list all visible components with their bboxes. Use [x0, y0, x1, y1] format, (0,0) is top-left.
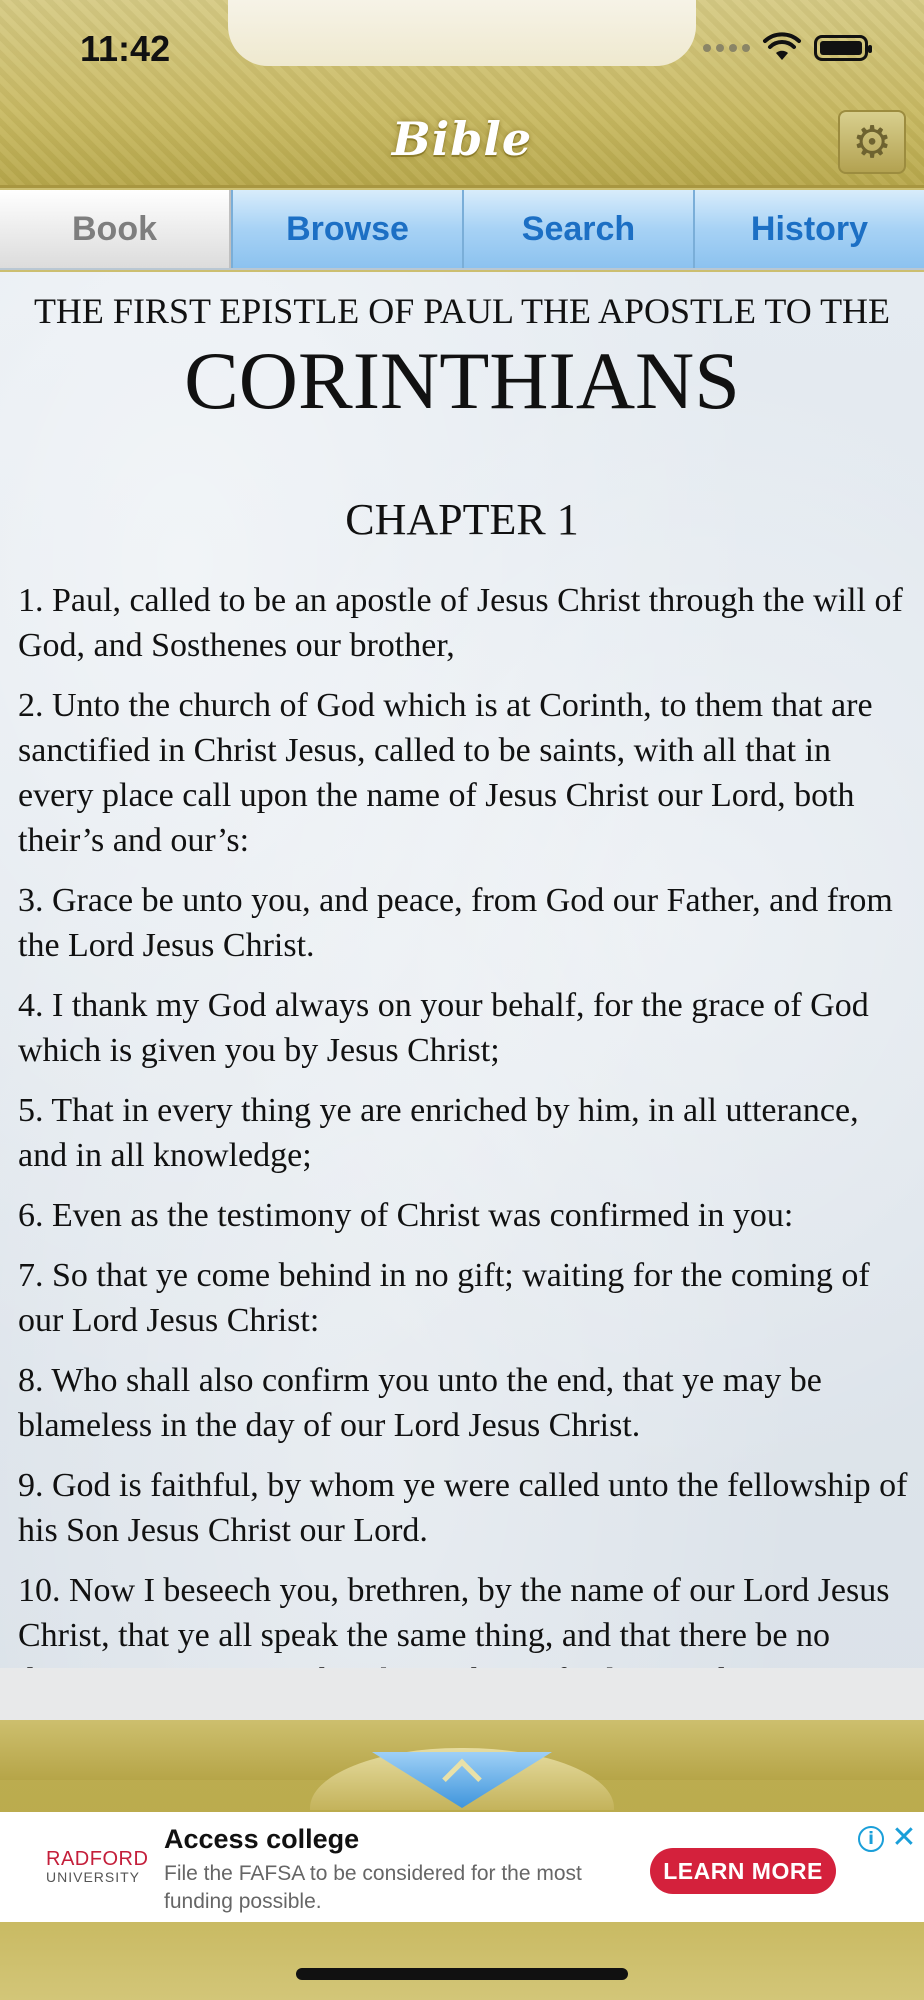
reading-pane[interactable]: [0, 272, 924, 1720]
verse[interactable]: 8. Who shall also confirm you unto the end, that ye may be blameless in the day of our Lord Jesus Christ.: [18, 1362, 822, 1444]
footer-bar: [0, 1922, 924, 2000]
home-indicator[interactable]: [296, 1968, 628, 1980]
verse[interactable]: 5. That in every thing ye are enriched by him, in all utterance, and in all knowledge;: [18, 1092, 859, 1174]
chevron-up-icon: [442, 1759, 482, 1799]
tab-history[interactable]: History: [693, 190, 924, 268]
wifi-icon: [764, 34, 800, 62]
verse[interactable]: 1. Paul, called to be an apostle of Jesus Christ through the will of God, and Sosthenes our brother,: [18, 582, 903, 664]
tab-search[interactable]: Search: [462, 190, 693, 268]
ad-logo: [46, 1848, 149, 1886]
ad-banner[interactable]: [0, 1812, 924, 1922]
ad-headline: Access college: [164, 1824, 360, 1854]
settings-button[interactable]: [838, 110, 906, 174]
ad-body: File the FAFSA to be considered for the most funding possible.: [164, 1862, 582, 1913]
info-icon[interactable]: i: [858, 1826, 884, 1852]
book-title: CORINTHIANS: [184, 335, 740, 426]
tab-browse[interactable]: Browse: [231, 190, 462, 268]
ad-logo-bottom: UNIVERSITY: [46, 1869, 141, 1885]
verse[interactable]: 3. Grace be unto you, and peace, from God our Father, and from the Lord Jesus Christ.: [18, 882, 893, 964]
book-subtitle: THE FIRST EPISTLE OF PAUL THE APOSTLE TO THE: [33, 291, 891, 331]
chapter-heading: CHAPTER 1: [345, 495, 579, 544]
page-edge: [0, 1668, 924, 1720]
status-time: 11:42: [80, 28, 171, 69]
learn-more-button[interactable]: LEARN MORE: [650, 1848, 836, 1894]
battery-icon: [814, 35, 868, 61]
verse-list: [18, 578, 910, 1718]
ad-logo-top: RADFORD: [46, 1848, 149, 1870]
signal-icon: [703, 44, 750, 52]
status-icons: [703, 34, 868, 62]
close-icon[interactable]: ✕: [891, 1820, 917, 1855]
verse[interactable]: 2. Unto the church of God which is at Corinth, to them that are sanctified in Christ Jesus, called to be saints, with all that in every place call upon the name of Jesus Christ our Lord, both their’s and our’s:: [18, 687, 873, 859]
verse[interactable]: 7. So that ye come behind in no gift; waiting for the coming of our Lord Jesus Christ:: [18, 1257, 870, 1339]
book-scroll-area[interactable]: [0, 272, 924, 1672]
tab-bar: [0, 190, 924, 270]
app-title: Bible: [391, 112, 533, 166]
header-bar: [0, 0, 924, 188]
verse[interactable]: 10. Now I beseech you, brethren, by the name of our Lord Jesus Christ, that ye all speak the same thing, and that there be no: [18, 1572, 890, 1654]
notch: [228, 0, 696, 66]
gear-icon: ⚙: [852, 116, 892, 168]
tab-book[interactable]: Book: [0, 190, 231, 268]
verse[interactable]: 4. I thank my God always on your behalf, for the grace of God which is given you by Jesus Christ;: [18, 987, 869, 1069]
verse[interactable]: 6. Even as the testimony of Christ was confirmed in you:: [18, 1197, 794, 1234]
verse[interactable]: 9. God is faithful, by whom ye were called unto the fellowship of his Son Jesus Christ our Lord.: [18, 1467, 908, 1549]
